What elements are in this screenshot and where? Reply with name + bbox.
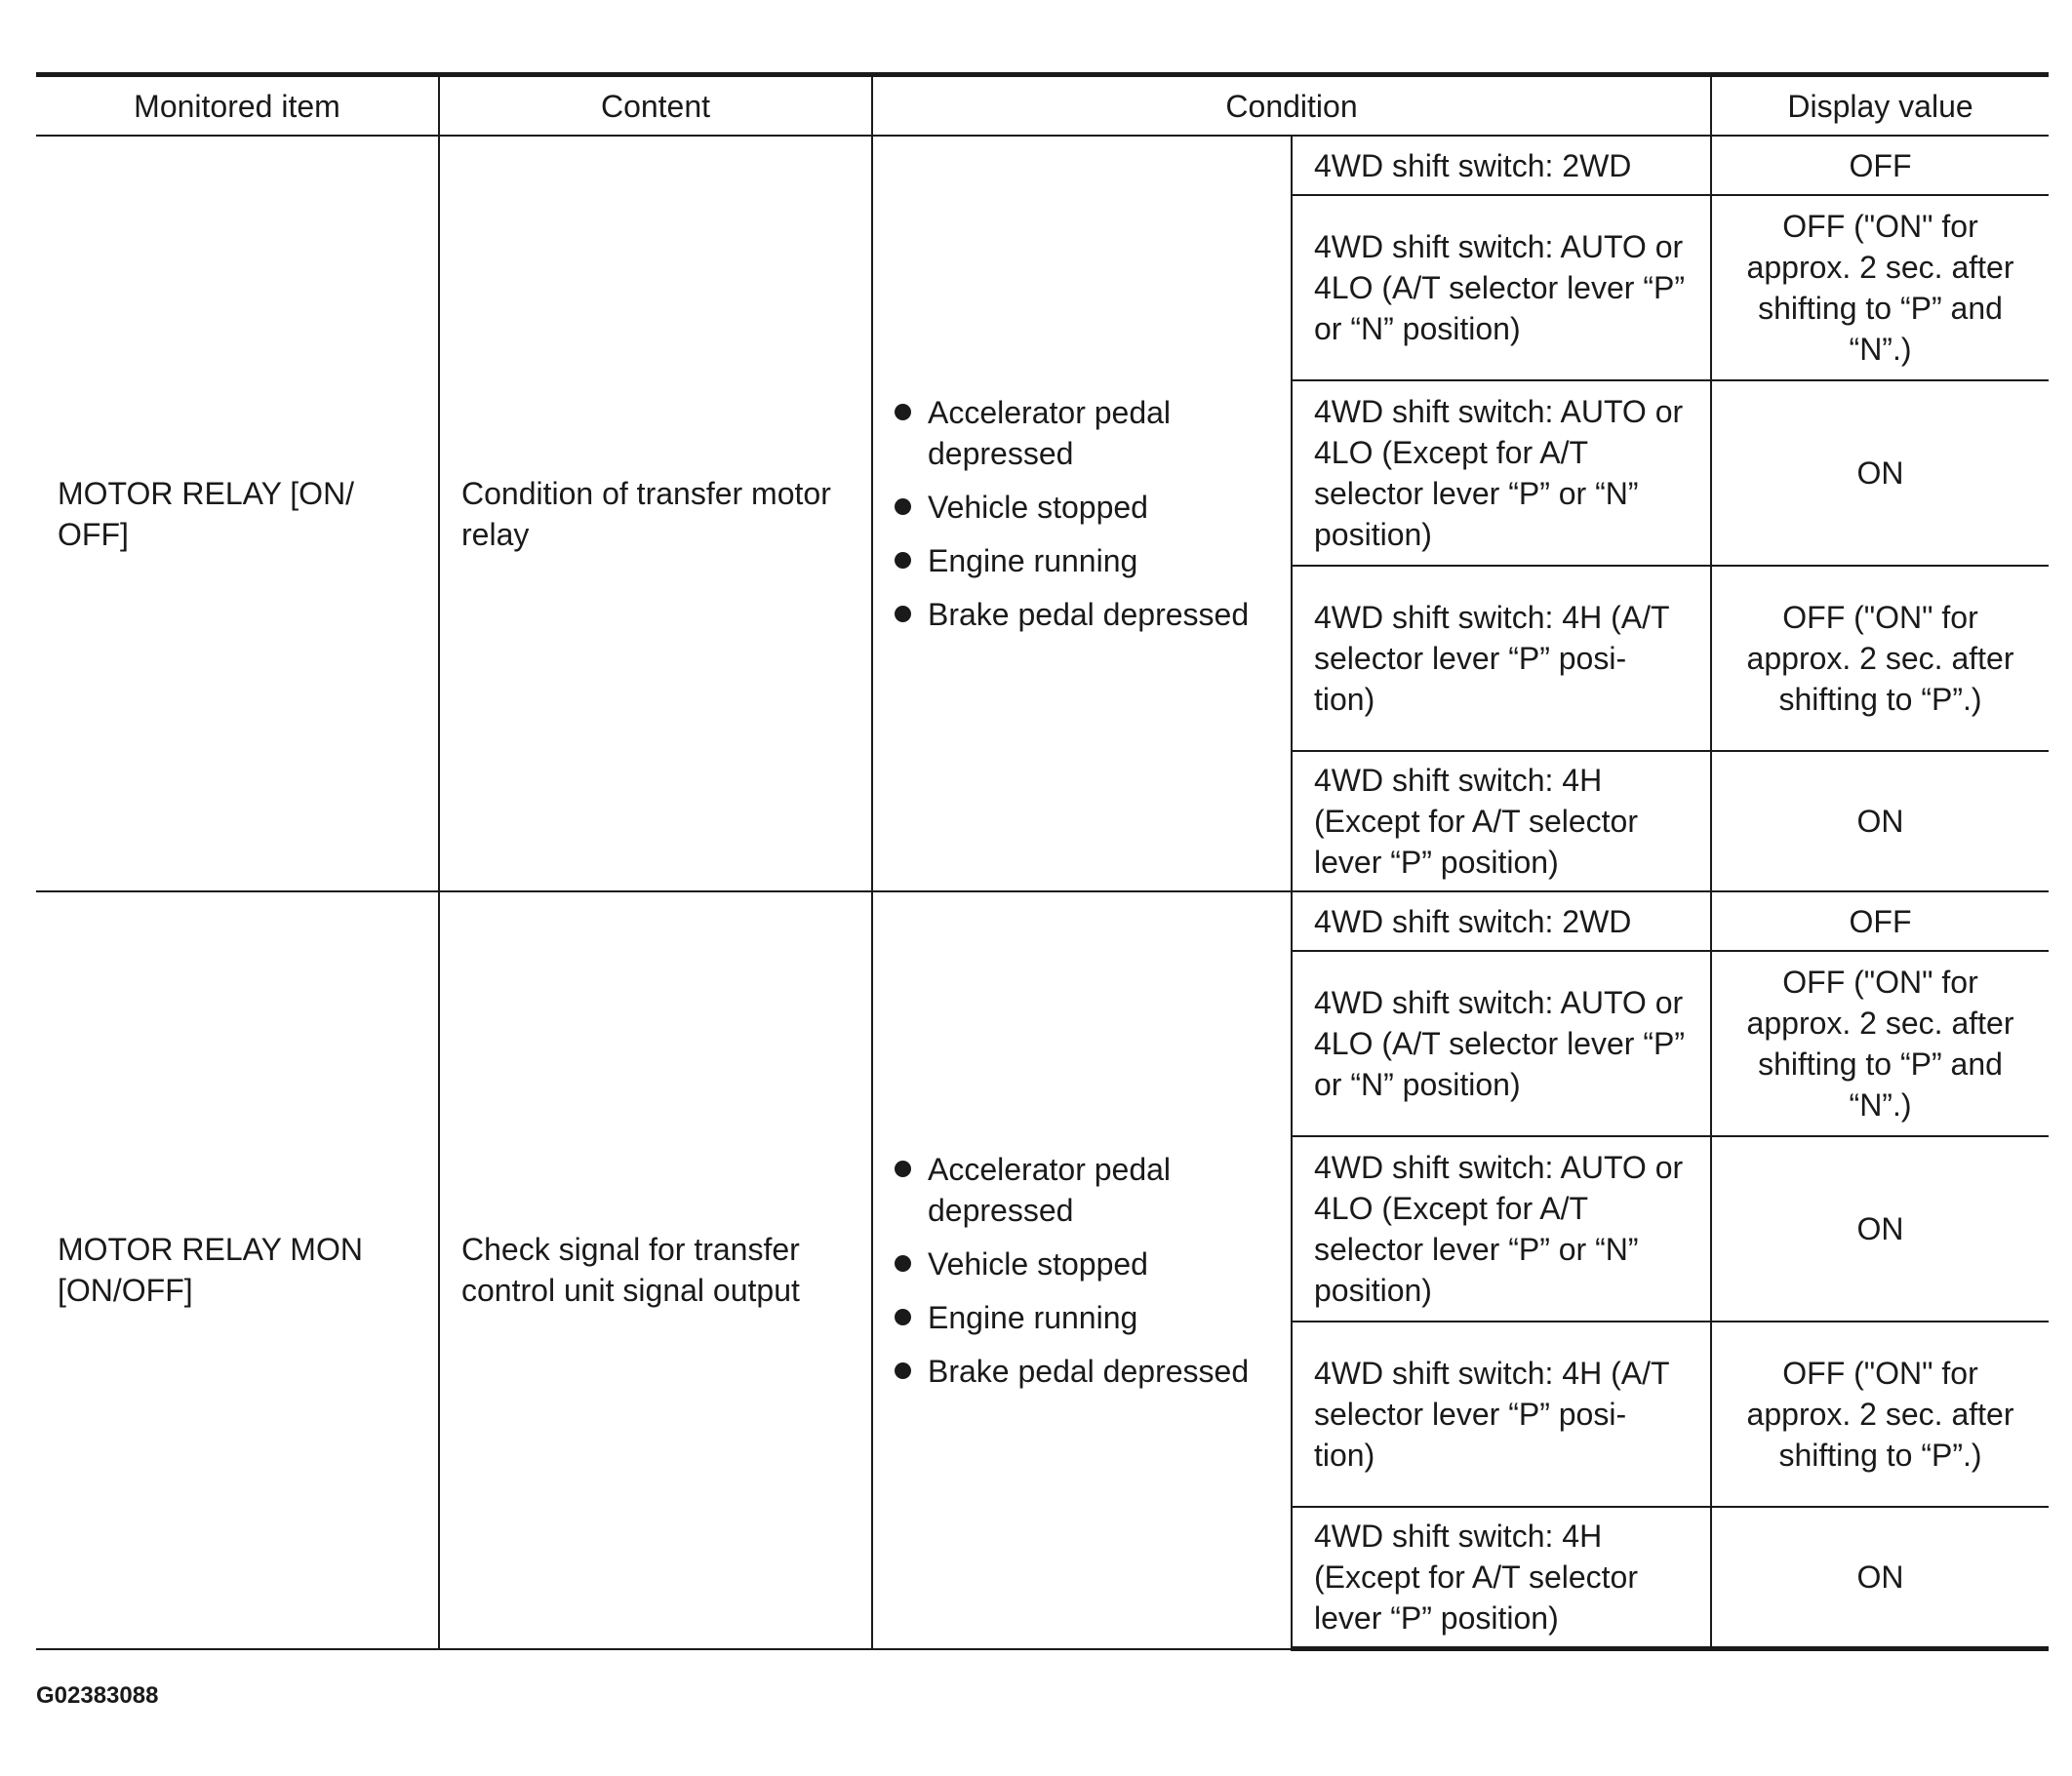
sub-condition-cell: 4WD shift switch: 4H (A/T selector lever “P” posi- tion): [1292, 1322, 1711, 1507]
bullet-icon: [895, 404, 911, 420]
sub-condition-cell: 4WD shift switch: AUTO or 4LO (A/T selector lever “P” or “N” position): [1292, 951, 1711, 1136]
sub-condition-cell: 4WD shift switch: 4H (Except for A/T selector lever “P” position): [1292, 1507, 1711, 1649]
monitored-item-cell: MOTOR RELAY [ON/ OFF]: [36, 136, 439, 891]
content-cell: Condition of transfer motor relay: [439, 136, 872, 891]
sub-condition-cell: 4WD shift switch: AUTO or 4LO (Except for A/T selector lever “P” or “N” position): [1292, 380, 1711, 566]
list-item: Accelerator pedal depressed: [895, 1149, 1269, 1231]
table-row: [36, 891, 2049, 951]
list-item: Engine running: [895, 1297, 1269, 1338]
bullet-icon: [895, 1362, 911, 1379]
sub-condition-cell: 4WD shift switch: 4H (A/T selector lever “P” posi- tion): [1292, 566, 1711, 751]
bullet-icon: [895, 1255, 911, 1272]
display-value-cell: OFF ("ON" for approx. 2 sec. after shifting to “P”.): [1711, 1322, 2049, 1507]
monitored-item-cell: MOTOR RELAY MON [ON/OFF]: [36, 891, 439, 1649]
bullet-icon: [895, 1161, 911, 1177]
header-row: [36, 75, 2049, 137]
bullet-icon: [895, 552, 911, 569]
display-value-cell: OFF ("ON" for approx. 2 sec. after shifting to “P” and “N”.): [1711, 951, 2049, 1136]
sub-condition-cell: 4WD shift switch: 2WD: [1292, 891, 1711, 951]
header-display-value: Display value: [1711, 75, 2049, 137]
header-condition: Condition: [872, 75, 1711, 137]
condition-cell: [872, 136, 1292, 891]
monitor-item-table: [36, 72, 2049, 1651]
sub-condition-cell: 4WD shift switch: 4H (Except for A/T selector lever “P” position): [1292, 751, 1711, 891]
sub-condition-cell: 4WD shift switch: 2WD: [1292, 136, 1711, 195]
display-value-cell: ON: [1711, 1136, 2049, 1322]
display-value-cell: ON: [1711, 1507, 2049, 1649]
sub-condition-cell: 4WD shift switch: AUTO or 4LO (A/T selector lever “P” or “N” position): [1292, 195, 1711, 380]
header-monitored-item: Monitored item: [36, 75, 439, 137]
list-item: Accelerator pedal depressed: [895, 392, 1269, 474]
display-value-cell: OFF ("ON" for approx. 2 sec. after shifting to “P” and “N”.): [1711, 195, 2049, 380]
content-cell: Check signal for transfer control unit signal output: [439, 891, 872, 1649]
display-value-cell: OFF ("ON" for approx. 2 sec. after shifting to “P”.): [1711, 566, 2049, 751]
figure-reference-code: G02383088: [36, 1682, 159, 1709]
sub-condition-cell: 4WD shift switch: AUTO or 4LO (Except for A/T selector lever “P” or “N” position): [1292, 1136, 1711, 1322]
list-item: Vehicle stopped: [895, 487, 1269, 528]
bullet-icon: [895, 1309, 911, 1325]
display-value-cell: ON: [1711, 380, 2049, 566]
bullet-icon: [895, 606, 911, 622]
display-value-cell: OFF: [1711, 891, 2049, 951]
table-row: [36, 136, 2049, 195]
display-value-cell: OFF: [1711, 136, 2049, 195]
condition-list: [895, 392, 1269, 635]
list-item: Engine running: [895, 540, 1269, 581]
list-item: Brake pedal depressed: [895, 1351, 1269, 1392]
bullet-icon: [895, 498, 911, 515]
header-content: Content: [439, 75, 872, 137]
list-item: Brake pedal depressed: [895, 594, 1269, 635]
display-value-cell: ON: [1711, 751, 2049, 891]
condition-cell: [872, 891, 1292, 1649]
condition-list: [895, 1149, 1269, 1392]
list-item: Vehicle stopped: [895, 1243, 1269, 1284]
